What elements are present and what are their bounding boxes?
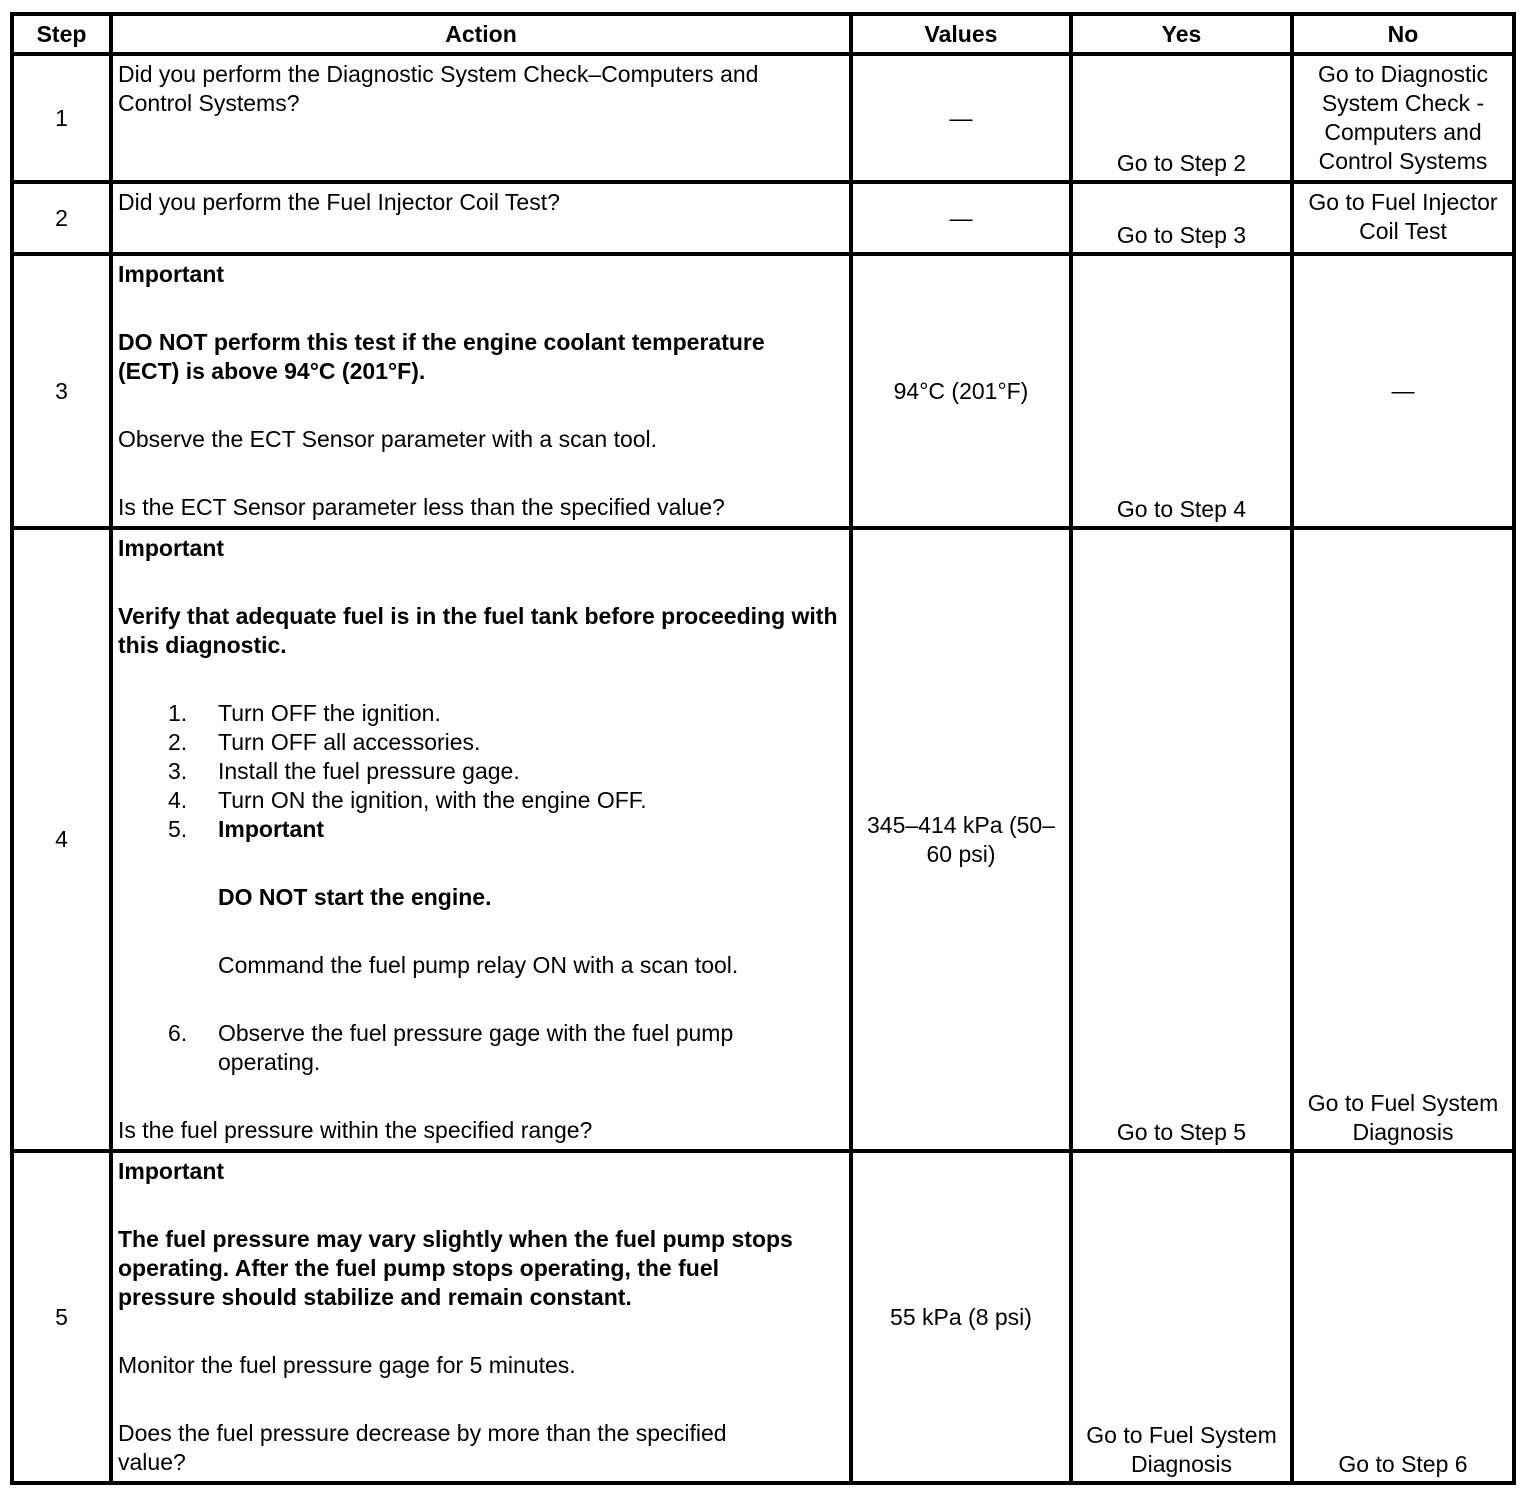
important-label: Important: [218, 816, 325, 842]
important-text: The fuel pressure may vary slightly when the fuel pump stops operating. After the fuel pump stops operating, the fuel pressure should stabilize and remain constant.: [118, 1226, 793, 1310]
substep-list: [118, 699, 845, 1077]
list-item: [118, 1019, 845, 1077]
step-number: 2: [12, 182, 111, 254]
action-question: Is the fuel pressure within the specified range?: [118, 1117, 593, 1143]
yes-cell: [1071, 54, 1292, 182]
no-value: —: [1391, 377, 1415, 404]
no-link[interactable]: Go to Step 6: [1338, 1451, 1468, 1477]
substep-text: Turn OFF the ignition.: [218, 700, 441, 726]
action-question: Did you perform the Fuel Injector Coil Test?: [118, 189, 560, 215]
values-cell: 345–414 kPa (50–60 psi): [851, 528, 1071, 1151]
action-cell: [111, 182, 851, 254]
substep-text: Turn ON the ignition, with the engine OFF.: [218, 787, 647, 813]
important-text: DO NOT start the engine.: [218, 884, 492, 910]
yes-cell: [1071, 528, 1292, 1151]
table-row: [12, 54, 1514, 182]
substep-text: Observe the fuel pressure gage with the fuel pump operating.: [218, 1020, 734, 1075]
substep-number: 6.: [168, 1020, 188, 1046]
important-label: Important: [118, 1158, 225, 1184]
yes-link[interactable]: Go to Fuel System Diagnosis: [1086, 1422, 1277, 1477]
list-item: [118, 757, 845, 786]
action-instruction: Monitor the fuel pressure gage for 5 minutes.: [118, 1352, 576, 1378]
step-number: 1: [12, 54, 111, 182]
no-cell: [1292, 182, 1514, 254]
values-cell: —: [851, 54, 1071, 182]
header-step: Step: [12, 14, 111, 54]
action-cell: [111, 528, 851, 1151]
step-number: 4: [12, 528, 111, 1151]
important-label: Important: [118, 261, 225, 287]
no-link[interactable]: Go to Fuel Injector Coil Test: [1308, 189, 1498, 244]
no-cell: [1292, 254, 1514, 528]
table-row: [12, 182, 1514, 254]
action-cell: [111, 1151, 851, 1483]
action-cell: [111, 54, 851, 182]
table-row: [12, 1151, 1514, 1483]
action-question: Is the ECT Sensor parameter less than the specified value?: [118, 494, 725, 520]
step-number: 5: [12, 1151, 111, 1483]
values-cell: 94°C (201°F): [851, 254, 1071, 528]
important-label: Important: [118, 535, 225, 561]
yes-link[interactable]: Go to Step 5: [1116, 1119, 1247, 1145]
action-cell: [111, 254, 851, 528]
yes-link[interactable]: Go to Step 2: [1116, 150, 1247, 176]
no-link[interactable]: Go to Fuel System Diagnosis: [1307, 1090, 1499, 1145]
important-text: Verify that adequate fuel is in the fuel tank before proceeding with this diagnostic.: [118, 603, 838, 658]
substep-number: 4.: [168, 787, 188, 813]
diagnostic-table: [10, 12, 1516, 1485]
values-cell: 55 kPa (8 psi): [851, 1151, 1071, 1483]
substep-number: 1.: [168, 700, 188, 726]
table-row: [12, 254, 1514, 528]
substep-text: Install the fuel pressure gage.: [218, 758, 520, 784]
substep-number: 2.: [168, 729, 188, 755]
important-text: DO NOT perform this test if the engine coolant temperature (ECT) is above 94°C (201°F).: [118, 329, 765, 384]
substep-text: Turn OFF all accessories.: [218, 729, 481, 755]
no-link[interactable]: Go to Diagnostic System Check - Computers and Control Systems: [1317, 61, 1489, 174]
header-no: No: [1292, 14, 1514, 54]
substep-number: 5.: [168, 816, 188, 842]
list-item: [118, 786, 845, 815]
yes-cell: [1071, 182, 1292, 254]
header-yes: Yes: [1071, 14, 1292, 54]
table-row: [12, 528, 1514, 1151]
values-cell: —: [851, 182, 1071, 254]
no-cell: [1292, 1151, 1514, 1483]
list-item: [118, 728, 845, 757]
list-item: [118, 815, 845, 1019]
header-row: [12, 14, 1514, 54]
no-cell: [1292, 54, 1514, 182]
action-question: Does the fuel pressure decrease by more than the specified value?: [118, 1420, 727, 1475]
no-cell: [1292, 528, 1514, 1151]
action-question: Did you perform the Diagnostic System Check–Computers and Control Systems?: [118, 61, 759, 116]
yes-cell: [1071, 254, 1292, 528]
step-number: 3: [12, 254, 111, 528]
header-action: Action: [111, 14, 851, 54]
substep-text: Command the fuel pump relay ON with a scan tool.: [218, 952, 739, 978]
substep-number: 3.: [168, 758, 188, 784]
yes-cell: [1071, 1151, 1292, 1483]
yes-link[interactable]: Go to Step 3: [1116, 222, 1247, 248]
yes-link[interactable]: Go to Step 4: [1116, 496, 1247, 522]
list-item: [118, 699, 845, 728]
action-instruction: Observe the ECT Sensor parameter with a scan tool.: [118, 426, 658, 452]
header-values: Values: [851, 14, 1071, 54]
